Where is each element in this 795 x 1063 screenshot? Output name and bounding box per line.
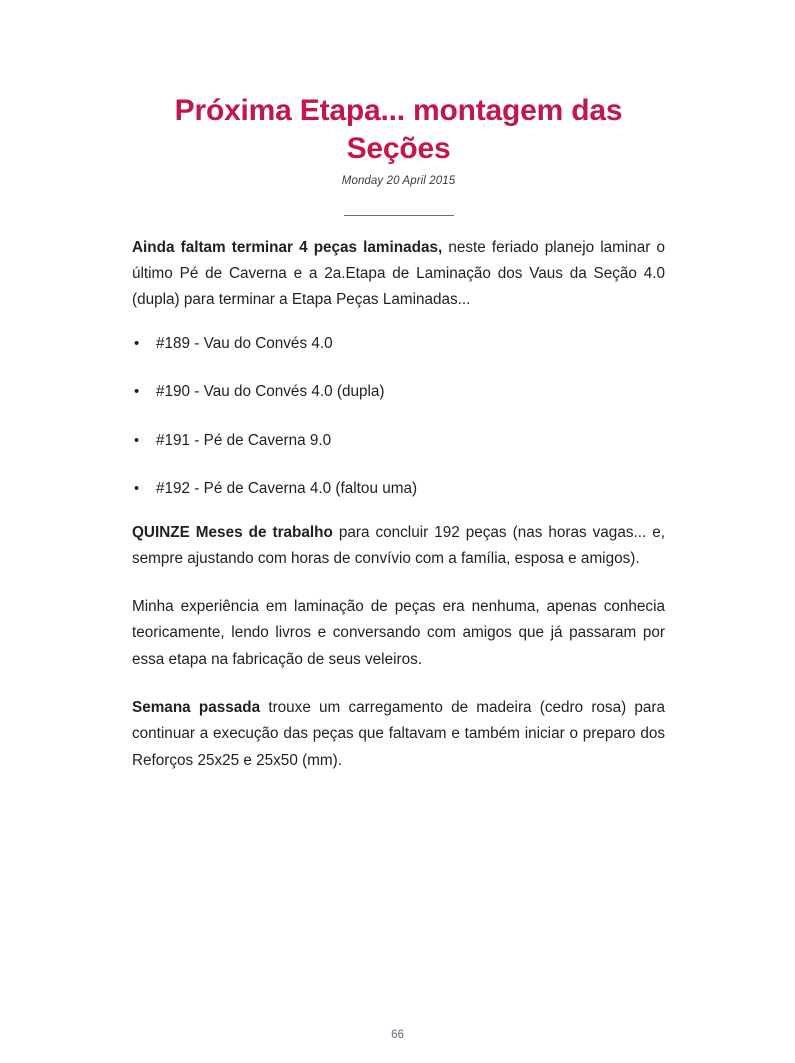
list-item-label: #190 - Vau do Convés 4.0 (dupla) <box>156 383 385 401</box>
bullet-icon: • <box>134 334 140 352</box>
pending-pieces-list <box>132 332 665 502</box>
list-item <box>132 380 665 404</box>
paragraph-last-week <box>132 695 665 774</box>
document-date: Monday 20 April 2015 <box>341 174 456 187</box>
paragraph-intro <box>132 235 665 314</box>
paragraph-experience: Minha experiência em laminação de peças era nenhuma, apenas conhecia teoricamente, lendo livros e conversando com amigos que já passaram por essa etapa na fabricação de seus veleiros. <box>132 598 665 668</box>
bullet-icon: • <box>134 383 140 401</box>
horizontal-rule <box>344 215 454 216</box>
paragraph-months-lead: QUINZE Meses de trabalho <box>132 523 333 541</box>
paragraph-last-week-rest: trouxe um carregamento de madeira (cedro rosa) para continuar a execução das peças que faltavam e também iniciar o preparo dos Reforços 25x25 e 25x50 (mm). <box>132 699 665 769</box>
list-item-label: #192 - Pé de Caverna 4.0 (faltou uma) <box>156 480 418 498</box>
title-divider <box>132 203 665 221</box>
list-item <box>132 332 665 356</box>
page-title: Próxima Etapa... montagem das Seções <box>174 94 623 166</box>
paragraph-last-week-lead: Semana passada <box>132 699 261 717</box>
paragraph-months-of-work <box>132 520 665 573</box>
list-item <box>132 477 665 501</box>
bullet-icon: • <box>134 480 140 498</box>
paragraph-intro-rest: neste feriado planejo laminar o último Pé de Caverna e a 2a.Etapa de Laminação dos Vaus da Seção 4.0 (dupla) para terminar a Etapa Peças Laminadas... <box>132 238 665 309</box>
list-item-label: #191 - Pé de Caverna 9.0 <box>156 431 332 449</box>
page-number: 66 <box>391 1029 404 1041</box>
bullet-icon: • <box>134 431 140 449</box>
paragraph-intro-lead: Ainda faltam terminar 4 peças laminadas, <box>132 238 443 256</box>
list-item <box>132 429 665 453</box>
paragraph-months-rest: para concluir 192 peças (nas horas vagas... e, sempre ajustando com horas de convívio com a família, esposa e amigos). <box>132 523 666 567</box>
list-item-label: #189 - Vau do Convés 4.0 <box>156 334 333 352</box>
